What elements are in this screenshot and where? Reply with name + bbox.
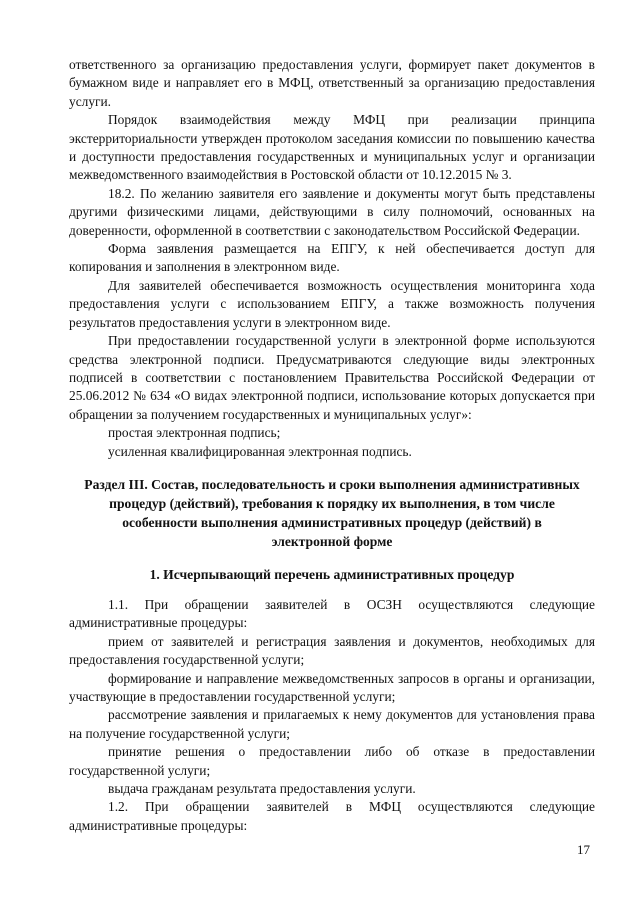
paragraph: выдача гражданам результата предоставления услуги. [108, 781, 416, 796]
section-heading: Раздел III. Состав, последовательность и сроки выполнения административных процедур (действий), требования к порядку их выполнения, в том числе особенности выполнения административных процедур (действий) в электронной форме [84, 476, 580, 549]
paragraph: рассмотрение заявления и прилагаемых к нему документов для установления права на получение государственной услуги; [69, 707, 595, 741]
paragraph: ответственного за организацию предоставления услуги, формирует пакет документов в бумажном виде и направляет его в МФЦ, ответственный за организацию предоставления услуги. [69, 57, 595, 109]
top-paragraphs [69, 56, 595, 461]
paragraph: 1.2. При обращении заявителей в МФЦ осуществляются следующие административные процедуры: [69, 799, 595, 833]
paragraph: формирование и направление межведомственных запросов в органы и организации, участвующие в предоставлении государственной услуги; [69, 670, 595, 704]
page-content [69, 56, 595, 835]
paragraph: Порядок взаимодействия между МФЦ при реализации принципа экстерриториальности утвержден протоколом заседания комиссии по повышению качества и доступности предоставления государственных и муниципальных услуг и организации межведомственного взаимодействия в Ростовской области от 10.12.2015 № 3. [69, 112, 595, 183]
subsection-heading: 1. Исчерпывающий перечень административных процедур [149, 566, 515, 582]
paragraph: принятие решения о предоставлении либо об отказе в предоставлении государственной услуги; [69, 744, 595, 778]
paragraph: простая электронная подпись; [108, 425, 281, 441]
paragraph: Для заявителей обеспечивается возможность осуществления мониторинга хода предоставления услуги с использованием ЕПГУ, а также возможность получения результатов предоставления услуги в электронном виде. [69, 277, 595, 330]
page-number: 17 [577, 842, 590, 857]
paragraph: 1.1. При обращении заявителей в ОСЗН осуществляются следующие административные процедуры: [69, 596, 595, 631]
paragraph: Форма заявления размещается на ЕПГУ, к ней обеспечивается доступ для копирования и заполнения в электронном виде. [69, 241, 595, 275]
paragraph: прием от заявителей и регистрация заявления и документов, необходимых для предоставления государственной услуги; [69, 633, 595, 668]
bottom-paragraphs [69, 596, 595, 835]
paragraph: усиленная квалифицированная электронная подпись. [108, 443, 412, 459]
paragraph: При предоставлении государственной услуги в электронной форме используются средства электронной подписи. Предусматриваются следующие виды электронных подписей в соответствии с постановлением Правительства Российской Федерации от 25.06.2012 № 634 «О видах электронной подписи, использование которых допускается при обращении за получением государственных и муниципальных услуг»: [69, 333, 595, 422]
paragraph: 18.2. По желанию заявителя его заявление и документы могут быть представлены другими физическими лицами, действующими в силу полномочий, основанных на доверенности, оформленной в соответствии с законодательством Российской Федерации. [69, 185, 595, 238]
